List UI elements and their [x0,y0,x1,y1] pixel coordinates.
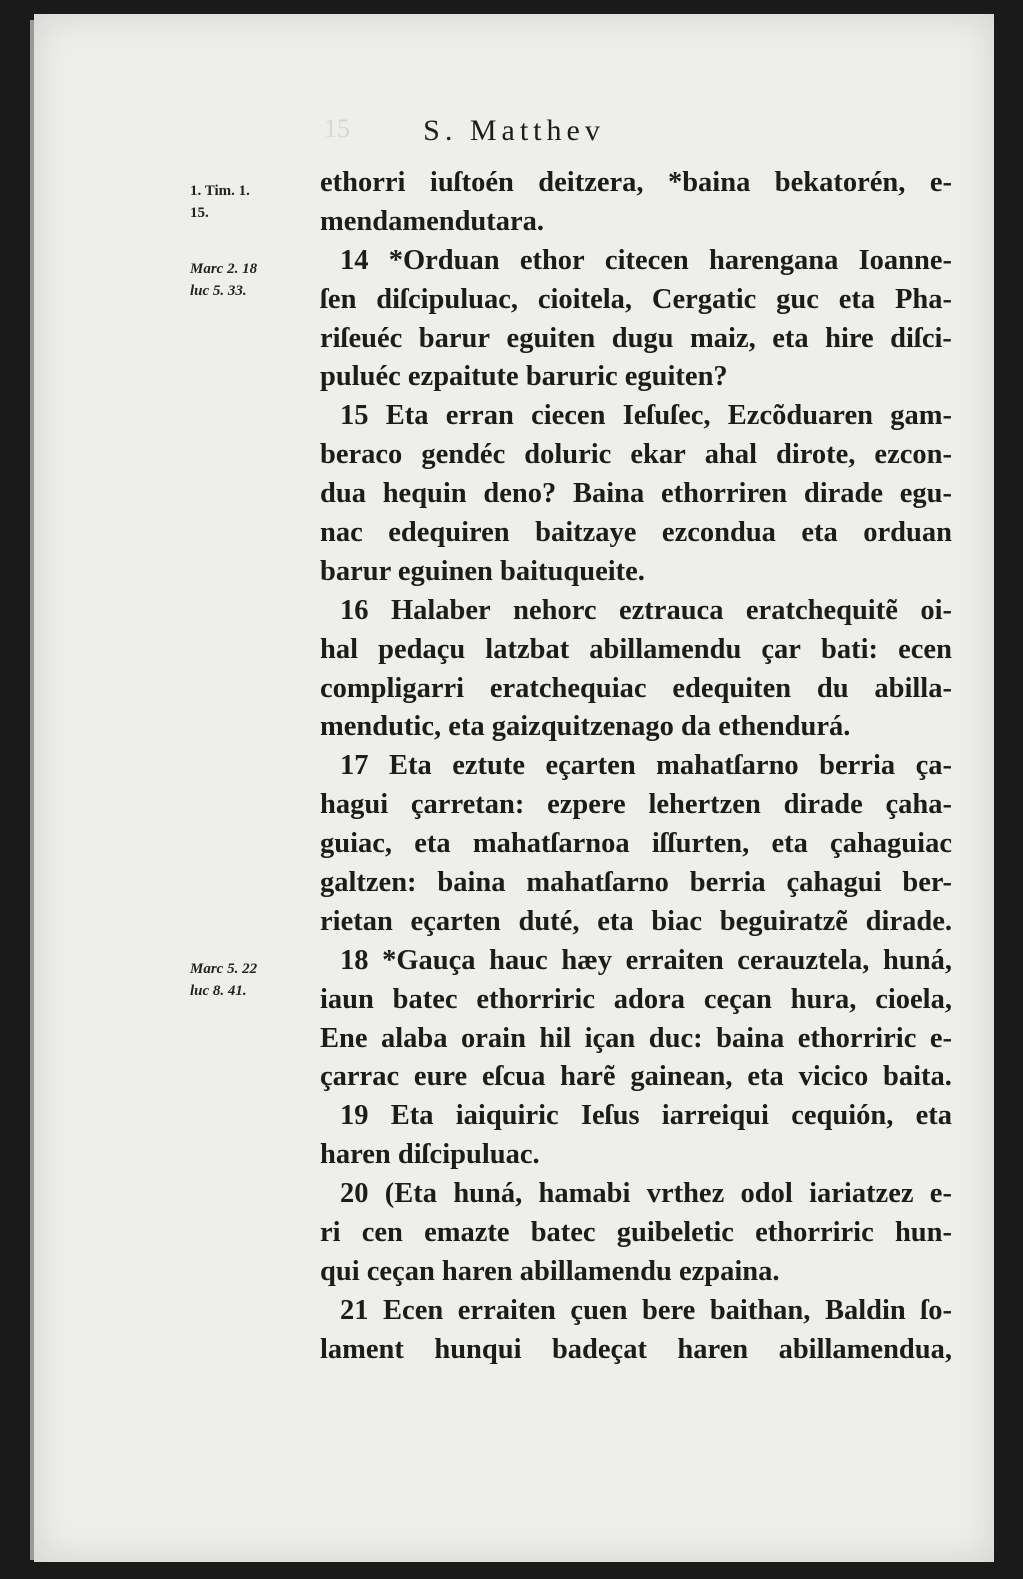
text-line: ethorri iuſtoén deitzera, *baina bekatorén, e- [320,167,952,198]
text-line: 15 Eta erran ciecen Ieſuſec, Ezcõduaren gam- [340,400,952,432]
text-line: mendamendutara. [320,205,545,237]
text-line: riſeuéc barur eguiten dugu maiz, eta hire diſci- [320,322,952,354]
text-line: Ene alaba orain hil içan duc: baina ethorriric e- [320,1022,952,1054]
text-line: hagui çarretan: ezpere lehertzen dirade çaha- [320,789,952,821]
text-line: dua hequin deno? Baina ethorriren dirade egu- [320,478,952,510]
text-line: 14 *Orduan ethor citecen harengana Ioanne- [340,244,952,276]
text-line: 19 Eta iaiquiric Ieſus iarreiqui cequión, eta [340,1100,952,1132]
text-line: rietan eçarten duté, eta biac beguiratzẽ dirade. [320,905,952,937]
margin-note-3 [190,958,257,1002]
text-line: 18 *Gauça hauc hæy erraiten cerauztela, huná, [340,944,952,976]
margin-note-line: Marc 2. 18 [190,261,258,277]
text-line: 20 (Eta huná, hamabi vrthez odol iariatzez e- [340,1178,952,1210]
text-line: 21 Ecen erraiten çuen bere baithan, Baldin ſo- [340,1294,952,1326]
text-line: nac edequiren baitzaye ezcondua eta orduan [320,517,952,549]
margin-note-1 [190,180,250,224]
text-line: 17 Eta eztute eçarten mahatſarno berria ça- [340,750,952,782]
running-head: S. Matthev [423,114,605,147]
text-line: galtzen: baina mahatſarno berria çahagui ber- [320,867,952,899]
text-line: çarrac eure eſcua harẽ gainean, eta vicico baita. [320,1061,952,1093]
margin-note-line: luc 8. 41. [190,983,247,999]
text-line: lament hunqui badeçat haren abillamendua, [320,1333,952,1365]
margin-note-line: Marc 5. 22 [190,961,258,977]
text-line: hal pedaçu latzbat abillamendu çar bati: ecen [320,633,952,665]
bleed-through-text: 15 [324,114,350,143]
text-line: beraco gendéc doluric ekar ahal dirote, ezcon- [320,439,952,471]
text-line: guiac, eta mahatſarnoa iſſurten, eta çahaguiac [320,828,952,860]
text-line: 16 Halaber nehorc eztrauca eratchequitẽ oi- [340,594,952,626]
text-line: compligarri eratchequiac edequiten du abilla- [320,672,952,704]
margin-note-line: 15. [190,205,209,221]
text-line: qui ceçan haren abillamendu ezpaina. [320,1255,780,1287]
text-line: iaun batec ethorriric adora ceçan hura, cioela, [320,983,952,1015]
text-line: ſen diſcipuluac, cioitela, Cergatic guc eta Pha- [320,283,952,315]
text-line: puluéc ezpaitute baruric eguiten? [320,361,728,393]
margin-note-line: luc 5. 33. [190,283,247,299]
text-line: haren diſcipuluac. [320,1139,540,1171]
margin-note-2 [190,258,257,302]
book-page [34,14,994,1562]
text-line: barur eguinen baituqueite. [320,555,645,587]
body-text [320,164,952,1370]
margin-note-line: 1. Tim. 1. [190,183,250,199]
text-line: mendutic, eta gaizquitzenago da ethendurá. [320,711,851,743]
text-line: ri cen emazte batec guibeletic ethorriric hun- [320,1217,952,1249]
